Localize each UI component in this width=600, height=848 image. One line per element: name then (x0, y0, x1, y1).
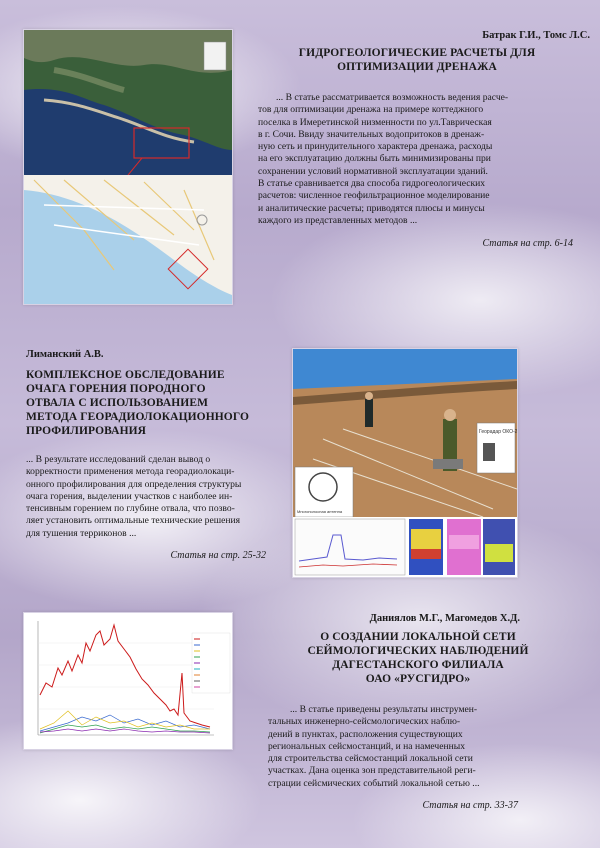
antenna-label: Многополосная антенна (297, 509, 343, 514)
abstract-line: В статье сравнивается два способа гидрогеологических (258, 178, 486, 190)
article3-chart-figure (23, 612, 233, 750)
abstract-line: расчетов: численное геофильтрационное моделирование (258, 190, 490, 202)
article3-page-ref[interactable]: Статья на стр. 33-37 (422, 800, 518, 811)
article2-abstract (26, 454, 264, 540)
article3-title-line: ОАО «РУСГИДРО» (365, 673, 471, 685)
abstract-line: ... В результате исследований сделан вывод о (26, 454, 211, 465)
map-zoom-control (204, 42, 226, 70)
article1-page-ref[interactable]: Статья на стр. 6-14 (482, 238, 573, 249)
article3-title (268, 630, 568, 686)
abstract-line: ... В статье рассматривается возможность ведения расче- (276, 92, 509, 103)
abstract-line: на его эксплуатацию должны быть минимизированы при (258, 153, 491, 165)
article1-title-line: ГИДРОГЕОЛОГИЧЕСКИЕ РАСЧЕТЫ ДЛЯ (298, 47, 536, 59)
device-label: Георадар ОКО-2 (479, 429, 517, 435)
abstract-line: и аналитические расчеты; приводятся плюсы и минусы (258, 202, 485, 214)
abstract-line: тов для оптимизации дренажа на примере коттеджного (258, 104, 484, 116)
article2-page-ref[interactable]: Статья на стр. 25-32 (170, 550, 266, 561)
article2-title-line: ОТВАЛА С ИСПОЛЬЗОВАНИЕМ (26, 397, 209, 409)
abstract-line: сохранении условий нормативной эксплуатации зданий. (258, 165, 488, 177)
abstract-line: очага горения, выделении участков с наиболее ин- (26, 490, 233, 502)
abstract-line: корректности применения метода георадиолокаци- (26, 466, 235, 478)
abstract-line: ляет установить оптимальные технические решения (26, 515, 241, 527)
field-survey-photo (293, 349, 517, 577)
article2-authors: Лиманский А.В. (26, 349, 104, 360)
abstract-line: участках. Дана оценка зон представительной реги- (268, 765, 476, 777)
article2-title-line: ОЧАГА ГОРЕНИЯ ПОРОДНОГО (26, 383, 206, 395)
article3-authors: Даниялов М.Г., Магомедов Х.Д. (369, 613, 520, 624)
article3-title-line: СЕЙМОЛОГИЧЕСКИХ НАБЛЮДЕНИЙ (307, 645, 529, 657)
abstract-line: ную сеть и принудительного характера дренажа, расходы (258, 141, 493, 153)
article1-authors: Батрак Г.И., Томс Л.С. (482, 30, 590, 41)
article3-abstract (268, 704, 516, 790)
article2-title-line: МЕТОДА ГЕОРАДИОЛОКАЦИОННОГО (26, 411, 250, 423)
abstract-line: тальных инженерно-сейсмологических наблю- (268, 716, 461, 728)
abstract-line: для тушения терриконов ... (26, 527, 137, 539)
article2-photo-figure (292, 348, 518, 578)
abstract-line: поселка в Имеретинской низменности по ул.Таврическая (258, 116, 492, 128)
abstract-line: страции сейсмических событий локальной сетью ... (268, 777, 480, 789)
abstract-line: онного профилирования для определения структуры (26, 478, 242, 490)
abstract-line: тенсивным горением по глубине отвала, что позво- (26, 503, 235, 515)
abstract-line: каждого из представленных методов ... (258, 214, 418, 226)
abstract-line: дений в пунктах, расположения существующих (268, 728, 463, 740)
article1-map-figure (23, 29, 233, 305)
article1-title (262, 46, 572, 74)
article2-title-line: КОМПЛЕКСНОЕ ОБСЛЕДОВАНИЕ (26, 369, 225, 381)
abstract-line: ... В статье приведены результаты инструмен- (290, 704, 478, 715)
abstract-line: в г. Сочи. Ввиду значительных водопритоков в дренаж- (258, 128, 485, 140)
article3-title-line: О СОЗДАНИИ ЛОКАЛЬНОЙ СЕТИ (320, 631, 516, 643)
chart-legend (192, 633, 230, 693)
seismic-spectra-chart (24, 613, 232, 749)
article1-title-line: ОПТИМИЗАЦИИ ДРЕНАЖА (337, 61, 497, 73)
map-illustration (24, 30, 232, 304)
article2-title (26, 368, 276, 438)
article2-title-line: ПРОФИЛИРОВАНИЯ (26, 425, 147, 437)
article1-abstract (258, 92, 574, 227)
article3-title-line: ДАГЕСТАНСКОГО ФИЛИАЛА (332, 659, 504, 671)
abstract-line: региональных сейсмостанций, и на намеченных (268, 740, 466, 752)
abstract-line: для строительства сейсмостанций локальной сети (268, 753, 473, 765)
